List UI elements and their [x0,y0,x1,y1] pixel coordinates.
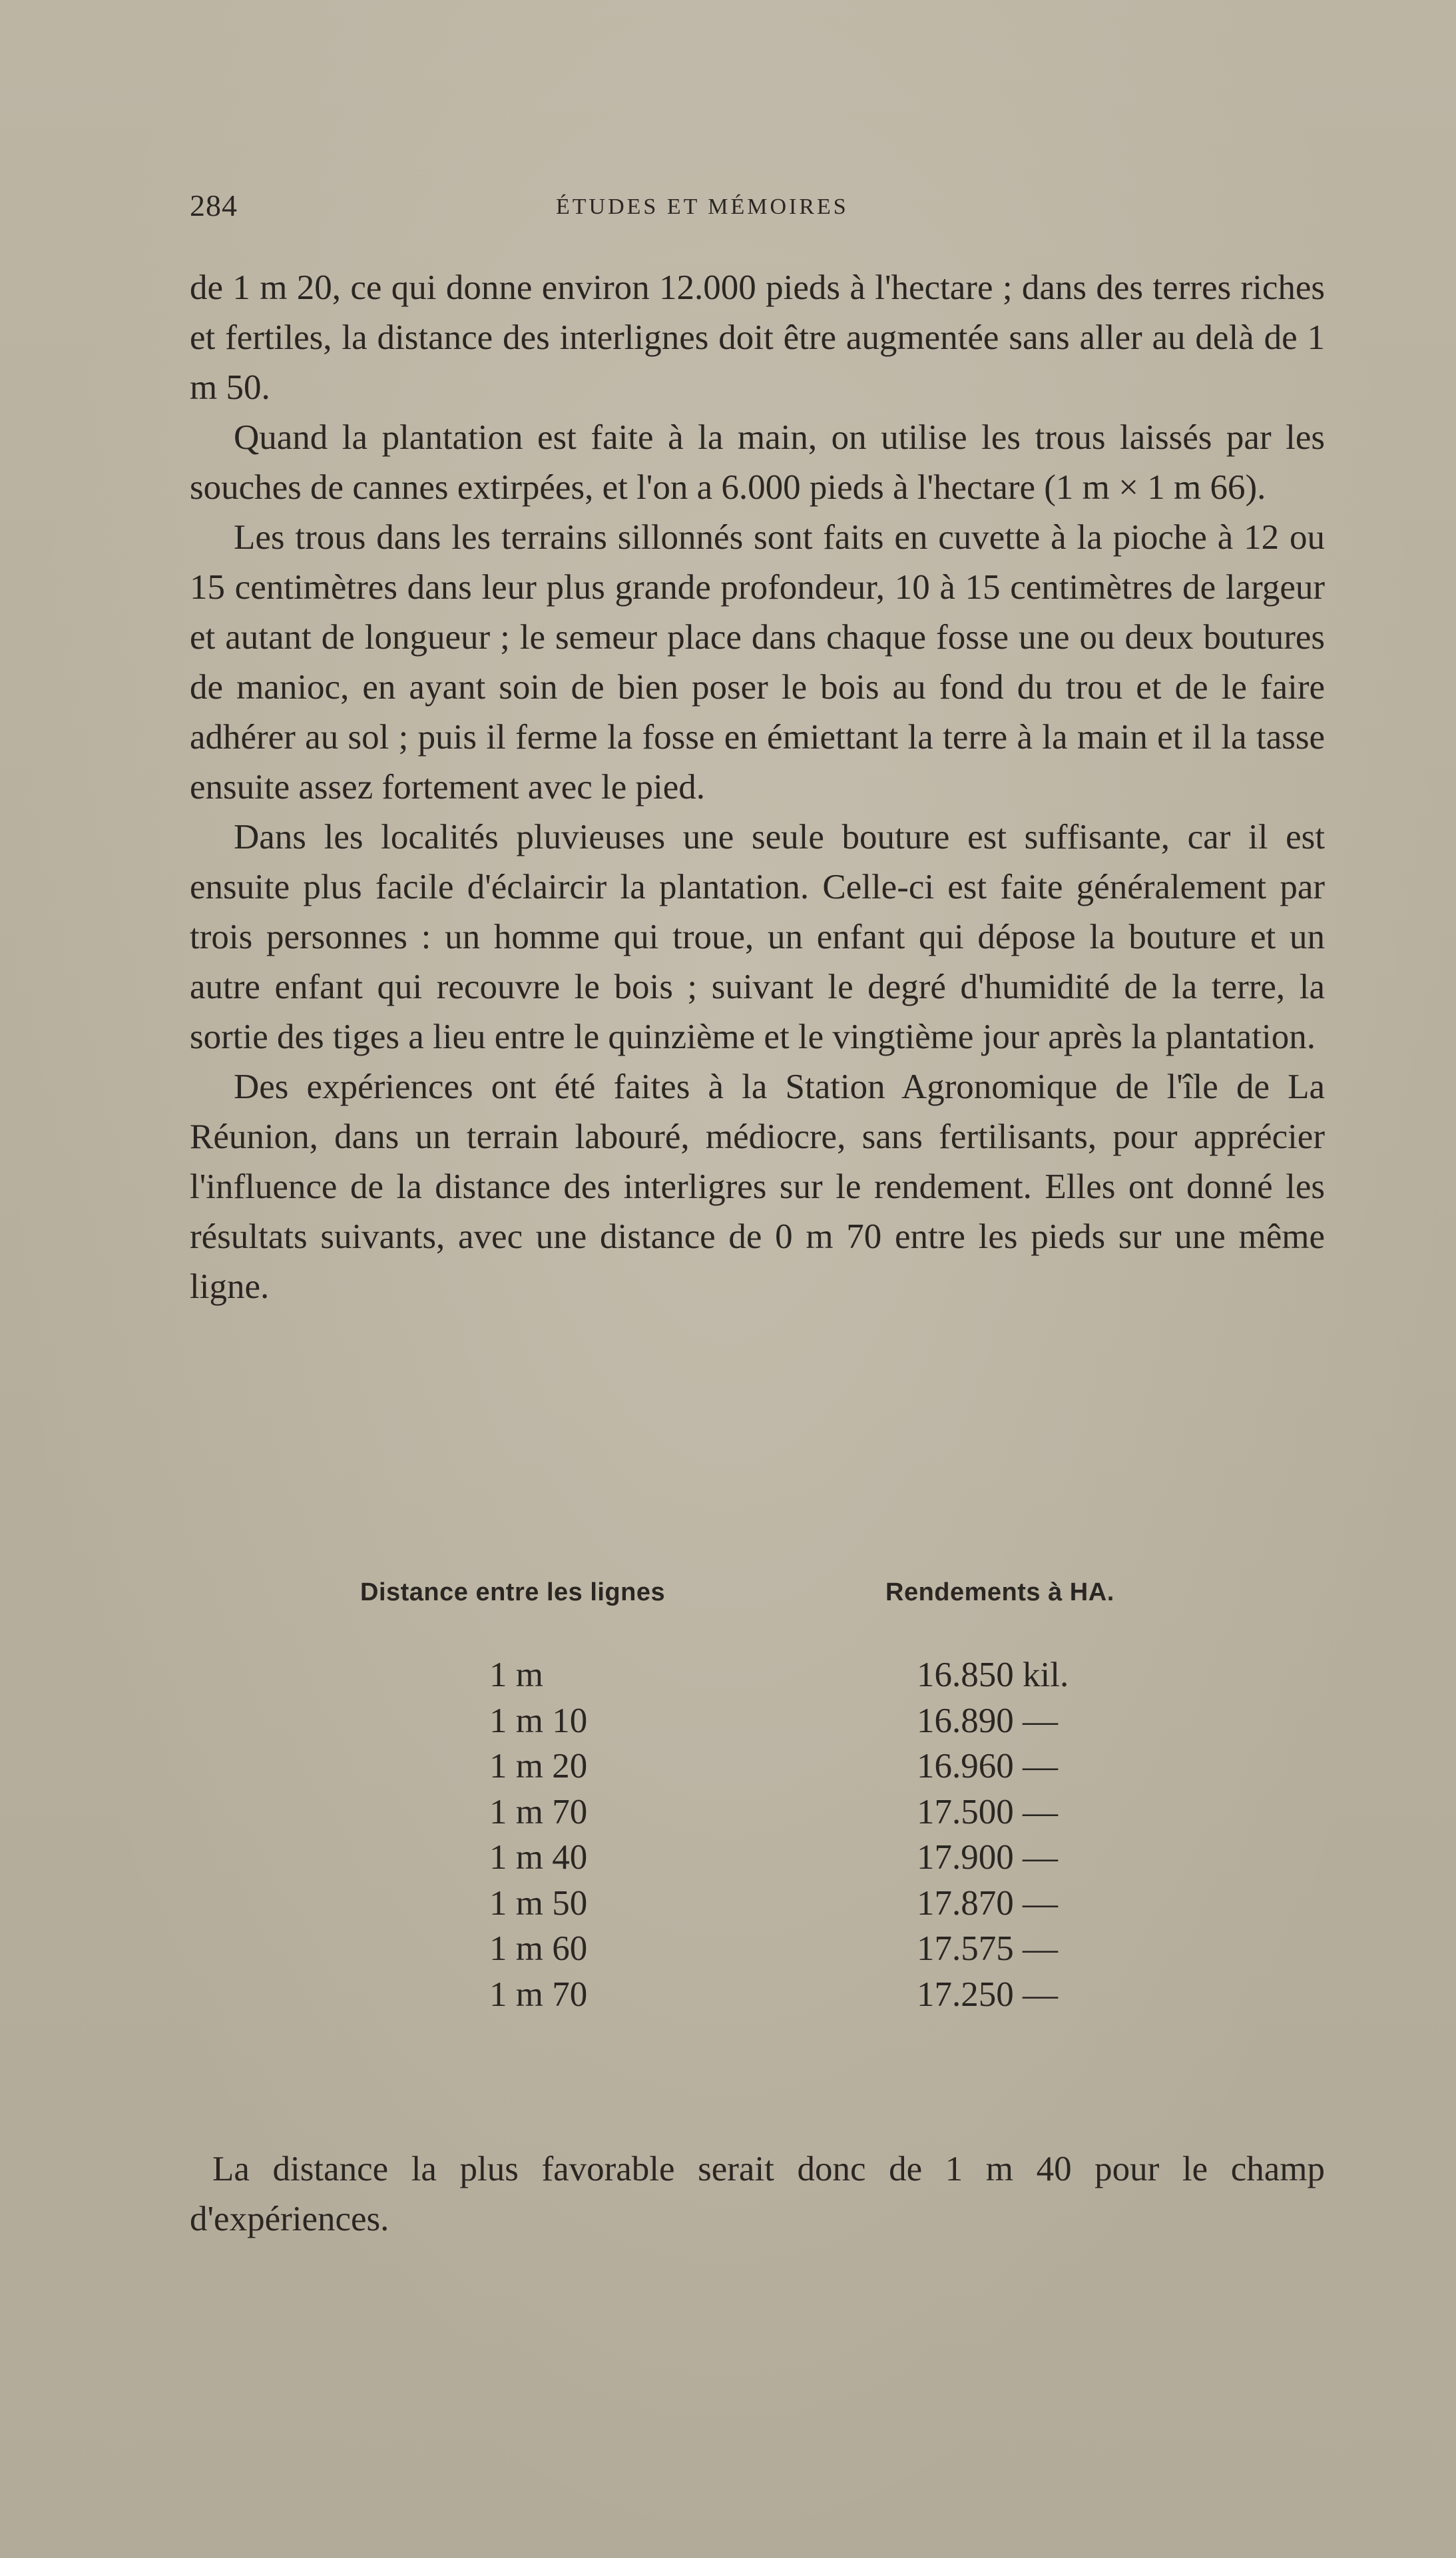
yield-cell: 17.500 — [917,1792,1058,1831]
table-row [190,1883,1325,1929]
column-header-yield: Rendements à HA. [885,1578,1114,1606]
distance-cell: 1 m [489,1656,543,1694]
yield-cell: 16.960 — [917,1747,1058,1785]
yield-cell: 17.250 — [917,1975,1058,2014]
running-title: ÉTUDES ET MÉMOIRES [556,194,849,219]
table-row [190,1655,1325,1701]
table-row [190,1746,1325,1792]
table-row [190,1929,1325,1975]
table-row [190,1792,1325,1838]
table-row [190,1701,1325,1747]
body-text [190,263,1325,1312]
results-table [190,1578,1325,2084]
table-row [190,1837,1325,1883]
closing-paragraph: La distance la plus favorable serait donc de 1 m 40 pour le champ d'expériences. [190,2150,1325,2238]
page-header [190,188,1308,228]
table-row [190,1975,1325,2021]
paragraph-1: de 1 m 20, ce qui donne environ 12.000 pieds à l'hectare ; dans des terres riches et fertiles, la distance des interlignes doit être augmentée sans aller au delà de 1 m 50. [190,268,1325,407]
page-number: 284 [190,188,238,222]
paragraph-4: Dans les localités pluvieuses une seule bouture est suffisante, car il est ensuite plus facile d'éclaircir la plantation. Celle-ci est faite généralement par trois personnes : un homme qui troue, un enfant qui dépose la bouture et un autre enfant qui recouvre le bois ; suivant le degré d'humidité de la terre, la sortie des tiges a lieu entre le quinzième et le vingtième jour après la plantation. [190,818,1325,1056]
paragraph-3: Les trous dans les terrains sillonnés sont faits en cuvette à la pioche à 12 ou 15 centimètres dans leur plus grande profondeur, 10 à 15 centimètres de largeur et autant de longueur ; le semeur place dans chaque fosse une ou deux boutures de manioc, en ayant soin de bien poser le bois au fond du trou et de le faire adhérer au sol ; puis il ferme la fosse en émiettant la terre à la main et il la tasse ensuite assez fortement avec le pied. [190,518,1325,806]
distance-cell: 1 m 70 [489,1792,588,1831]
yield-cell: 17.575 — [917,1929,1058,1968]
paragraph-5: Des expériences ont été faites à la Station Agronomique de l'île de La Réunion, dans un terrain labouré, médiocre, sans fertilisants, pour apprécier l'influence de la distance des interligres sur le rendement. Elles ont donné les résultats suivants, avec une distance de 0 m 70 entre les pieds sur une même ligne. [190,1068,1325,1306]
yield-cell: 16.850 kil. [917,1656,1069,1694]
distance-cell: 1 m 60 [489,1929,588,1968]
table-rows [190,1655,1325,2020]
distance-cell: 1 m 40 [489,1838,588,1877]
closing-text [190,2144,1325,2244]
yield-cell: 17.870 — [917,1883,1058,1923]
column-header-distance: Distance entre les lignes [360,1578,666,1606]
yield-cell: 17.900 — [917,1838,1058,1877]
yield-cell: 16.890 — [917,1701,1058,1740]
distance-cell: 1 m 70 [489,1975,588,2014]
distance-cell: 1 m 20 [489,1747,588,1785]
distance-cell: 1 m 50 [489,1883,588,1923]
distance-cell: 1 m 10 [489,1701,588,1740]
paragraph-2: Quand la plantation est faite à la main, on utilise les trous laissés par les souches de cannes extirpées, et l'on a 6.000 pieds à l'hectare (1 m × 1 m 66). [190,418,1325,507]
